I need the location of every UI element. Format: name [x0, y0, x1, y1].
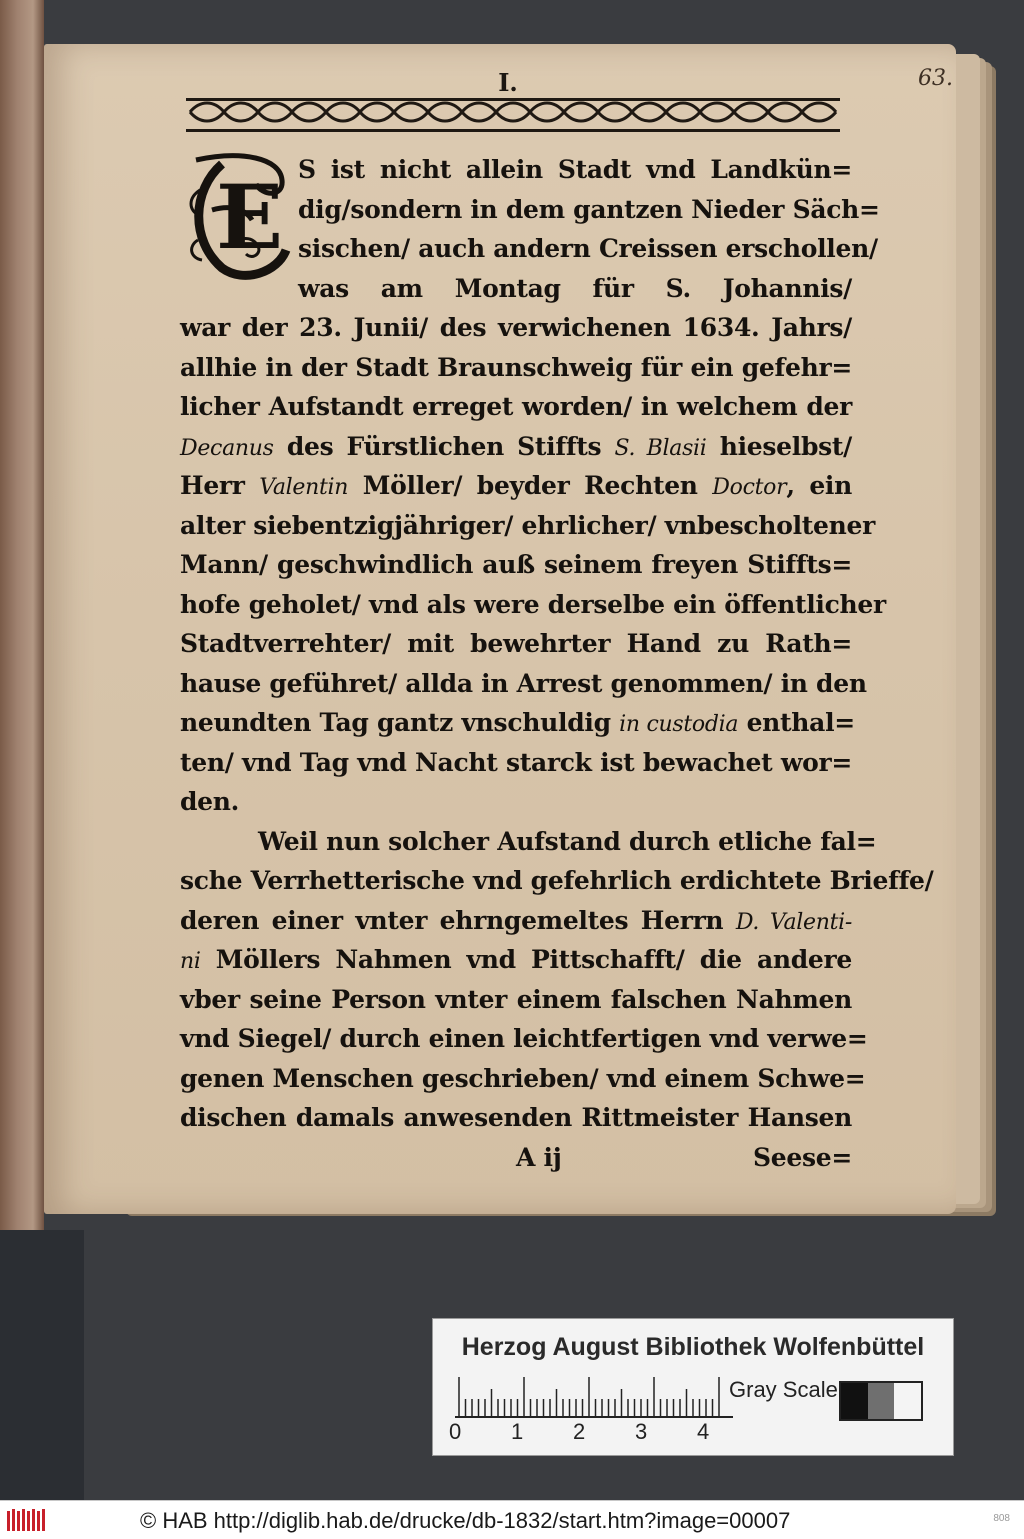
ruler-number: 3 — [635, 1419, 648, 1444]
ruler-number: 1 — [511, 1419, 524, 1444]
text-line: ni Möllers Nahmen vnd Pittschafft/ die andere — [180, 945, 852, 974]
gray-patch-mid — [868, 1383, 895, 1419]
book-cover-edge — [0, 0, 44, 1230]
text-line: vber seine Person vnter einem falschen Nahmen — [180, 984, 852, 1014]
gray-patch-white — [894, 1383, 921, 1419]
hab-logo-icon — [6, 1507, 46, 1533]
latin-word: ni — [180, 949, 201, 974]
text-line: deren einer vnter ehrngemeltes Herrn D. Valenti- — [180, 905, 852, 935]
text-line: Stadtverrehter/ mit bewehrter Hand zu Rath= — [180, 629, 852, 658]
text-line: licher Aufstandt erreget worden/ in welchem der — [180, 392, 852, 421]
latin-word: Doctor — [712, 475, 787, 500]
text-line: Mann/ geschwindlich auß seinem freyen Stiffts= — [180, 550, 852, 579]
body-text — [180, 150, 934, 1178]
color-target-card — [432, 1318, 954, 1456]
ruler-scale — [453, 1375, 735, 1419]
handwritten-page-number: 63. — [918, 66, 953, 91]
latin-word: S. Blasii — [614, 435, 707, 461]
signature-line — [180, 1138, 852, 1178]
text-line: genen Menschen geschrieben/ vnd einem Schwe= — [180, 1063, 866, 1093]
text-line: den. — [180, 787, 240, 816]
text-line: sche Verrhetterische vnd gefehrlich erdichtete Brieffe/ — [180, 866, 934, 895]
catchword: Seese= — [753, 1142, 852, 1172]
text-line: alter siebentzigjähriger/ ehrlicher/ vnbescholtener — [180, 510, 875, 540]
text-line: Weil nun solcher Aufstand durch etliche fal= — [258, 826, 877, 856]
latin-word: Decanus — [180, 435, 274, 461]
gray-scale-label: Gray Scale — [729, 1377, 838, 1402]
latin-word: in custodia — [619, 712, 739, 737]
text-line: sischen/ auch andern Creissen erschollen/ — [298, 234, 878, 263]
svg-text:E: E — [216, 165, 284, 269]
footer-bar — [0, 1500, 1024, 1539]
latin-word: D. Valenti- — [735, 909, 852, 935]
text-line: was am Montag für S. Johannis/ — [298, 273, 852, 303]
gray-patch-black — [841, 1383, 868, 1419]
ruler-number: 2 — [573, 1419, 586, 1444]
book-spine — [0, 1230, 84, 1500]
ornament-band — [186, 98, 840, 132]
text-line: hofe geholet/ vnd als were derselbe ein öffentlicher — [180, 589, 886, 619]
text-line: vnd Siegel/ durch einen leichtfertigen vnd verwe= — [180, 1024, 868, 1053]
text-line: neundten Tag gantz vnschuldig in custodia enthal= — [180, 708, 855, 737]
page-folio: I. — [498, 68, 518, 97]
text-line: hause geführet/ allda in Arrest genommen/ in den — [180, 668, 867, 698]
footer-mark: 808 — [993, 1513, 1010, 1524]
text-line: allhie in der Stadt Braunschweig für ein gefehr= — [180, 352, 852, 382]
latin-word: Valentin — [259, 475, 349, 500]
text-line: dischen damals anwesenden Rittmeister Hansen — [180, 1103, 852, 1132]
ruler-number: 4 — [697, 1419, 710, 1444]
gray-scale-patches — [839, 1381, 923, 1421]
text-line: Herr Valentin Möller/ beyder Rechten Doctor, ein — [180, 471, 852, 500]
text-line: S ist nicht allein Stadt vnd Landkün= — [298, 155, 852, 184]
ornament-icon — [186, 101, 840, 123]
text-line: dig/sondern in dem gantzen Nieder Säch= — [298, 194, 880, 224]
text-line: Decanus des Fürstlichen Stiffts S. Blasii hieselbst/ — [180, 431, 853, 461]
copyright-url: © HAB http://diglib.hab.de/drucke/db-1832/start.htm?image=00007 — [140, 1508, 791, 1533]
library-name: Herzog August Bibliothek Wolfenbüttel — [461, 1333, 925, 1361]
ruler-number: 0 — [449, 1419, 462, 1444]
text-line: ten/ vnd Tag vnd Nacht starck ist bewachet wor= — [180, 747, 852, 777]
signature-mark: A ij — [516, 1142, 562, 1172]
text-line: war der 23. Junii/ des verwichenen 1634. Jahrs/ — [180, 313, 852, 342]
